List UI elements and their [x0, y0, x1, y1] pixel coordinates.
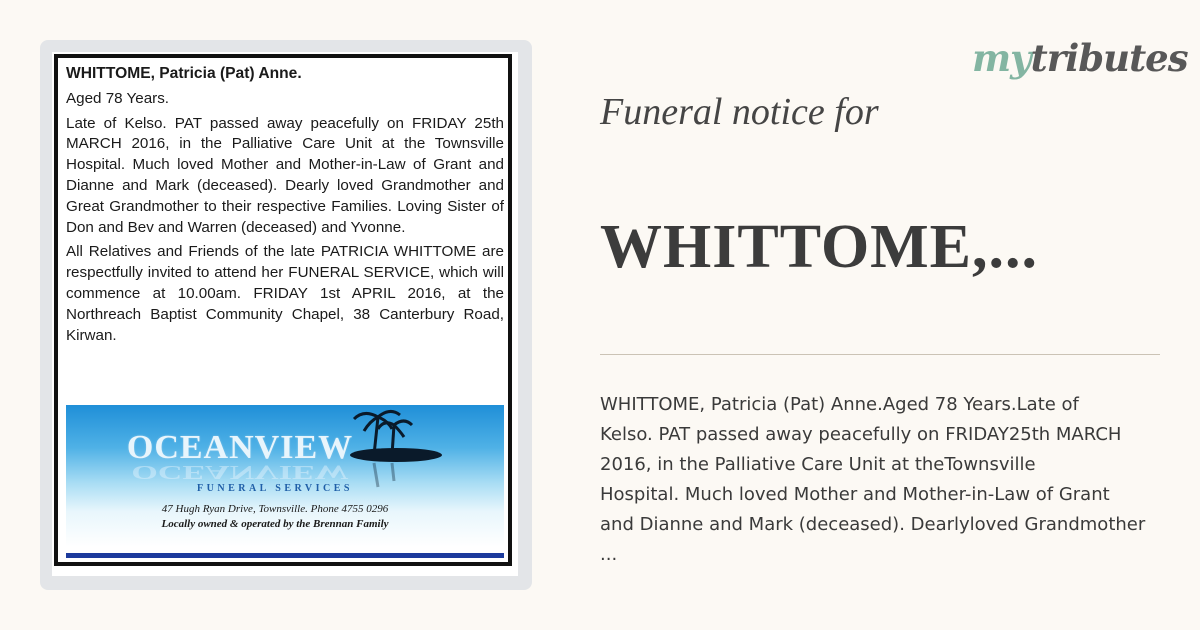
- advert-brand-reflection: OCEANVIEW: [131, 461, 349, 484]
- advert-rule: [66, 553, 504, 558]
- notice-text: [66, 64, 504, 350]
- funeral-notice-image: [40, 40, 532, 590]
- advert-owned-note: Locally owned & operated by the Brennan Family: [161, 518, 389, 530]
- notice-name-line: WHITTOME, Patricia (Pat) Anne.: [66, 65, 302, 82]
- funeral-home-advert: [66, 405, 504, 547]
- advert-subtitle: FUNERAL SERVICES: [197, 483, 353, 494]
- advert-address: 47 Hugh Ryan Drive, Townsville. Phone 4755 0296: [161, 503, 389, 515]
- divider: [600, 354, 1160, 355]
- notice-paper: [52, 52, 518, 576]
- mytributes-logo[interactable]: [972, 36, 1188, 80]
- logo-part-tributes: tributes: [1030, 36, 1188, 80]
- notice-paragraph-1: Late of Kelso. PAT passed away peacefully on FRIDAY 25th MARCH 2016, in the Palliative Care Unit at the Townsville Hospital. Much loved Mother and Mother-in-Law of Grant and Dianne and Mark (deceased). Dearly loved Grandmother and Great Grandmother to their respective Families. Loving Sister of Don and Bev and Warren (deceased) and Yvonne.: [66, 114, 504, 236]
- logo-part-my: my: [972, 36, 1031, 80]
- advert-brand: OCEANVIEW: [126, 429, 354, 466]
- notice-paragraph-2: All Relatives and Friends of the late PATRICIA WHITTOME are respectfully invited to attend her FUNERAL SERVICE, which will commence at 10.00am. FRIDAY 1st APRIL 2016, at the Northreach Baptist Community Chapel, 38 Canterbury Road, Kirwan.: [66, 243, 504, 344]
- notice-excerpt: WHITTOME, Patricia (Pat) Anne.Aged 78 Years.Late of Kelso. PAT passed away peacefully on FRIDAY25th MARCH 2016, in the Palliative Care Unit at theTownsville Hospital. Much loved Mother and Mother-in-Law of Grant and Dianne and Mark (deceased). Dearlyloved Grandmother ...: [600, 394, 1146, 565]
- kicker-text: Funeral notice for: [600, 91, 879, 133]
- notice-age-line: Aged 78 Years.: [66, 89, 170, 107]
- deceased-name: WHITTOME,...: [600, 213, 1039, 281]
